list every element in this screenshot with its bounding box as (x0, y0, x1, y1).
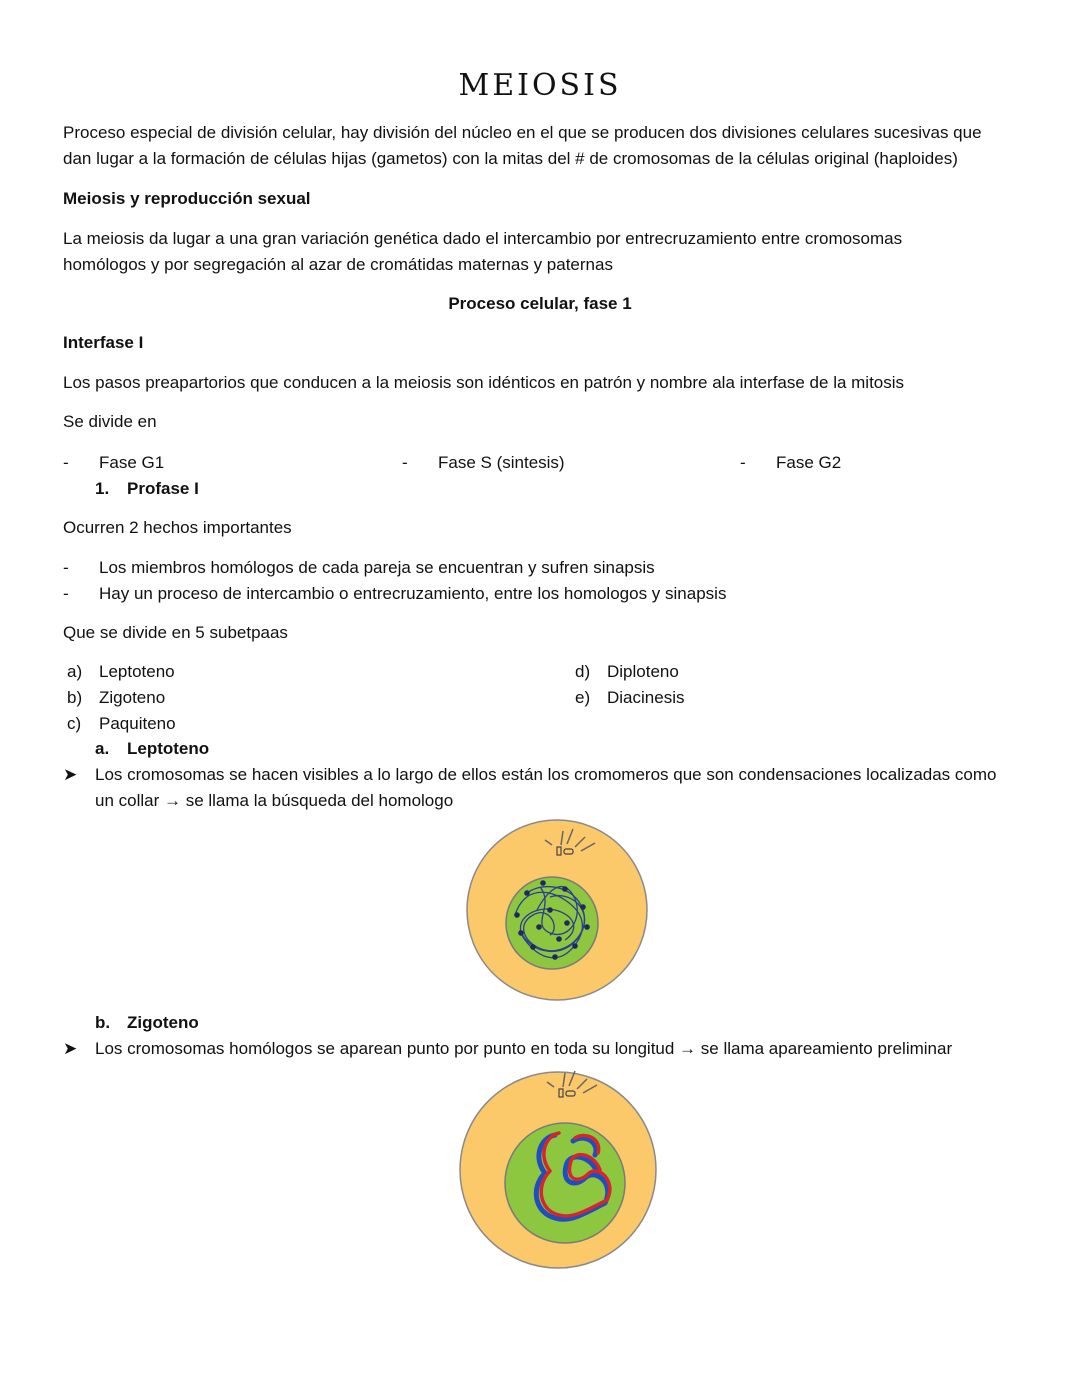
substage-item-d: d) Diploteno (575, 662, 679, 681)
interfase-heading: Interfase I (63, 333, 144, 352)
profase-events-intro: Ocurren 2 hechos importantes (63, 518, 292, 537)
zigoteno-line-1: ➤ Los cromosomas homólogos se aparean punto por punto en toda su longitud → se llama apareamiento preliminar (63, 1036, 952, 1062)
leptoteno-cell-diagram (455, 815, 660, 1010)
bullet-arrow-icon: ➤ (63, 1039, 78, 1058)
substages-intro: Que se divide en 5 subetpaas (63, 623, 288, 642)
zigoteno-heading: b. Zigoteno (95, 1013, 199, 1032)
interfase-description: Los pasos preapartorios que conducen a la meiosis son idénticos en patrón y nombre ala interfase de la mitosis (63, 373, 905, 392)
leptoteno-line-1: ➤ Los cromosomas se hacen visibles a lo largo de ellos están los cromomeros que son condensaciones localizadas como (63, 762, 996, 788)
bullet-arrow-icon: ➤ (63, 765, 78, 784)
zigoteno-cell-diagram (455, 1063, 665, 1273)
leptoteno-heading: a. Leptoteno (95, 739, 210, 758)
section-line-2: homólogos y por segregación al azar de cromátidas maternas y paternas (63, 255, 613, 274)
leptoteno-line-2: un collar → se llama la búsqueda del homologo (95, 791, 454, 810)
substage-item-c: c) Paquiteno (67, 714, 176, 733)
intro-line-2: dan lugar a la formación de células hijas (gametos) con la mitas del # de cromosomas de la células original (haploides) (63, 149, 958, 168)
phase-heading: Proceso celular, fase 1 (448, 294, 632, 313)
substage-item-e: e) Diacinesis (575, 688, 685, 707)
substage-item-a: a) Leptoteno (67, 662, 175, 681)
substage-item-b: b) Zigoteno (67, 688, 166, 707)
phase-item-g2: - Fase G2 (740, 453, 842, 472)
interfase-divide: Se divide en (63, 412, 157, 431)
phase-item-g1: - Fase G1 (63, 453, 165, 472)
section-heading: Meiosis y reproducción sexual (63, 189, 311, 208)
profase-heading: 1. Profase I (95, 479, 199, 498)
intro-line-1: Proceso especial de división celular, hay división del núcleo en el que se producen dos divisiones celulares sucesivas que (63, 123, 982, 142)
section-line-1: La meiosis da lugar a una gran variación genética dado el intercambio por entrecruzamiento entre cromosomas (63, 229, 903, 248)
phase-item-s: - Fase S (sintesis) (402, 453, 565, 472)
profase-event-1: - Los miembros homólogos de cada pareja se encuentran y sufren sinapsis (63, 558, 655, 577)
profase-event-2: - Hay un proceso de intercambio o entrecruzamiento, entre los homologos y sinapsis (63, 584, 727, 603)
page-title: MEIOSIS (458, 68, 622, 103)
